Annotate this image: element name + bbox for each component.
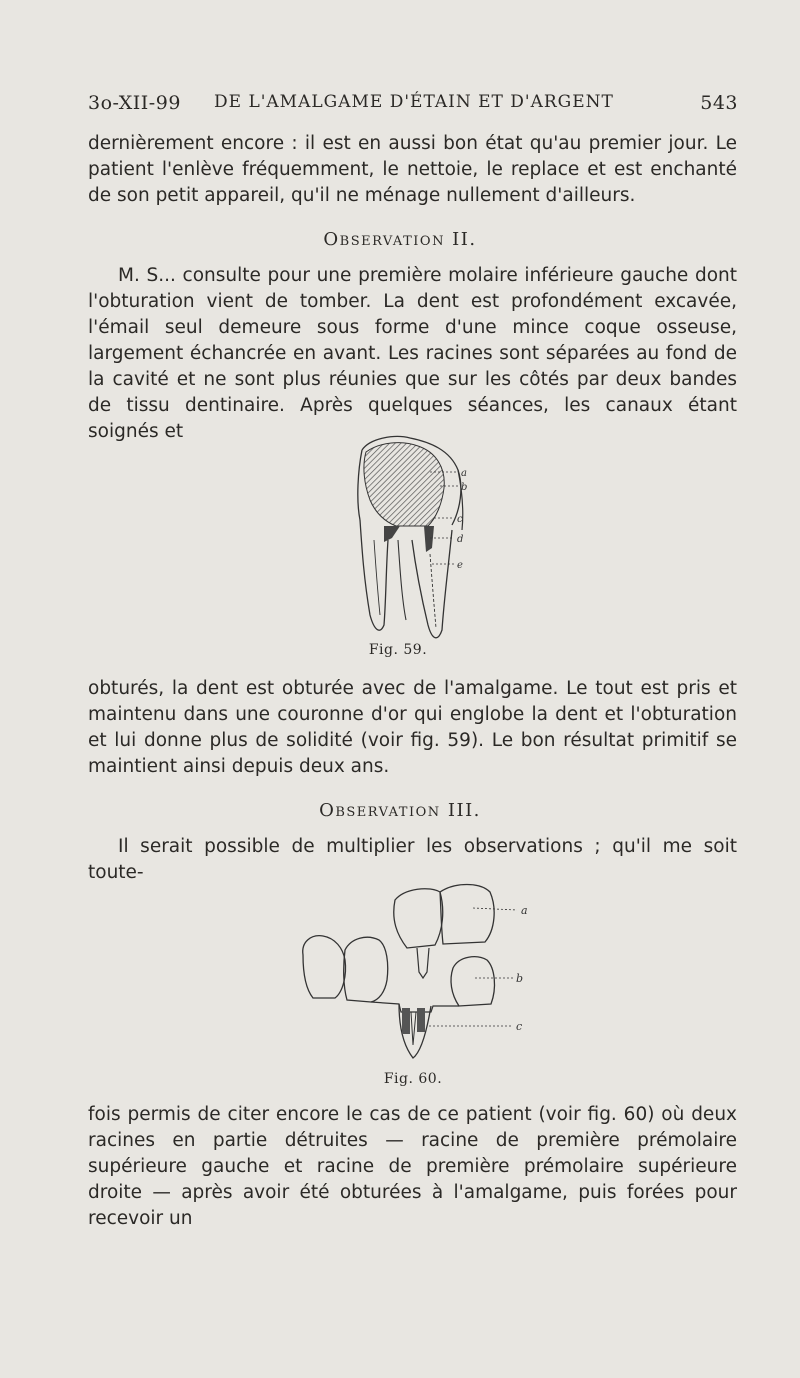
running-header bbox=[88, 92, 738, 122]
figure-59-tooth-drawing bbox=[340, 430, 500, 650]
observation-2-heading: Observation II. bbox=[323, 229, 477, 250]
paragraph-observation-2-end: obturés, la dent est obturée avec de l'amalgame. Le tout est pris et maintenu dans une couronne d'or qui englobe la dent et l'obturation et lui donne plus de solidité (voir fig. 59). Le bon résultat primitif se maintient ainsi depuis deux ans. bbox=[88, 678, 737, 777]
paragraph-observation-2: M. S... consulte pour une première molaire inférieure gauche dont l'obturation vient de tomber. La dent est profondément excavée, l'émail seul demeure sous forme d'une mince coque osseuse, largement échancrée en avant. Les racines sont séparées au fond de la cavité et ne sont plus réunies que sur les côtés par deux bandes de tissu dentinaire. Après quelques séances, les canaux étant soignés et bbox=[88, 265, 737, 442]
fig60-label-a: a bbox=[521, 904, 528, 917]
header-date: 3o-XII-99 bbox=[88, 92, 181, 114]
observation-3-heading: Observation III. bbox=[319, 800, 481, 821]
fig59-label-b: b bbox=[461, 482, 468, 493]
figure-60-teeth-drawing bbox=[295, 880, 545, 1070]
fig59-label-c: c bbox=[457, 514, 463, 525]
page-number: 543 bbox=[700, 92, 738, 114]
paragraph-observation-3-cont: fois permis de citer encore le cas de ce patient (voir fig. 60) où deux racines en partie détruites — racine de première prémolaire supérieure gauche et racine de première prémolaire supérieure droite — après avoir été obturées à l'amalgame, puis forées pour recevoir un bbox=[88, 1104, 737, 1229]
fig60-label-b: b bbox=[516, 972, 524, 985]
header-title: DE L'AMALGAME D'ÉTAIN ET D'ARGENT bbox=[214, 92, 614, 112]
fig59-label-a: a bbox=[461, 468, 467, 479]
figure-59-caption: Fig. 59. bbox=[368, 642, 428, 658]
fig59-label-d: d bbox=[457, 534, 464, 545]
paragraph-observation-3: Il serait possible de multiplier les observations ; qu'il me soit toute- bbox=[88, 836, 737, 883]
fig59-label-e: e bbox=[457, 560, 463, 571]
paragraph-continuation: dernièrement encore : il est en aussi bon état qu'au premier jour. Le patient l'enlève fréquemment, le nettoie, le replace et est enchanté de son petit appareil, qu'il ne ménage nullement d'ailleurs. bbox=[88, 133, 737, 206]
figure-60-caption: Fig. 60. bbox=[383, 1071, 443, 1087]
fig60-label-c: c bbox=[516, 1020, 523, 1033]
